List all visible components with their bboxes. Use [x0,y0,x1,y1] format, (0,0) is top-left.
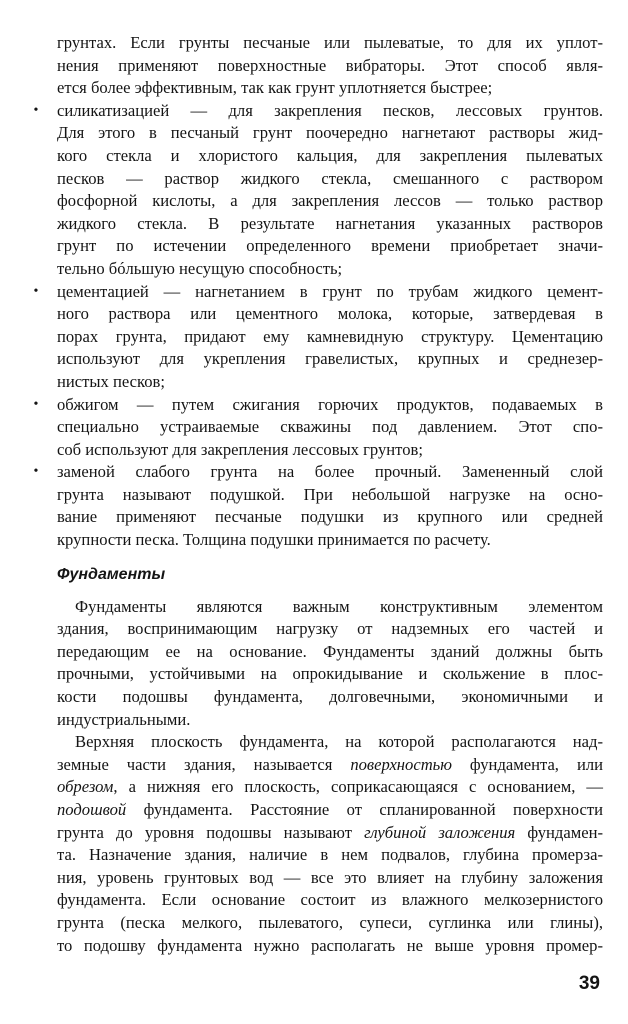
text-line: грунтах. Если грунты песчаные или пылеватые, то для их уплот- [57,33,603,52]
text-line [57,754,603,777]
text-line: индустриальными. [57,709,191,729]
text-run: земные части здания, называется [57,754,351,774]
text-line: фосфорной кислоты, а для закрепления лессов — только раствор [57,191,603,211]
text-line: нения применяют поверхностные вибраторы. Этот способ явля- [57,55,603,75]
text-line: обжигом — путем сжигания горючих продуктов, подаваемых в [57,394,603,414]
list-item [33,461,603,551]
text-line: жидкого стекла. В результате нагнетания указанных растворов [57,213,603,233]
text-line: та. Назначение здания, наличие в нем подвалов, глубина промерза- [57,845,603,865]
text-column [33,32,603,957]
paragraph [57,596,603,732]
bullet-icon: • [33,396,39,412]
text-line: силикатизацией — для закрепления песков, лессовых грунтов. [57,100,603,120]
text-line: специально устраиваемые скважины под давлением. Этот спо- [57,417,603,437]
text-line: Верхняя плоскость фундамента, на которой располагаются над- [75,732,603,752]
text-line: ния, уровень грунтовых вод — все это влияет на глубину заложения [57,867,603,887]
text-line: заменой слабого грунта на более прочный. Замененный слой [57,462,603,482]
text-line [57,799,603,822]
text-run: фундамента. Расстояние от спланированной поверхности [126,800,603,819]
text-line: передающим ее на основание. Фундаменты зданий должны быть [57,641,603,661]
text-line: ется более эффективным, так как грунт уплотняется быстрее; [57,78,493,98]
text-run: грунта до уровня подошвы называют [57,822,365,842]
text-run: фундамента, или [451,754,603,774]
paragraph [57,731,603,957]
bullet-icon: • [33,283,39,299]
text-line: цементацией — нагнетанием в грунт по трубам жидкого цемент- [57,281,603,301]
text-line [57,822,603,845]
page-number: 39 [578,973,600,994]
bullet-icon: • [33,102,39,118]
text-line: то подошву фундамента нужно располагать не выше уровня промер- [57,935,603,955]
continuation-paragraph [57,32,603,100]
list-item [33,281,603,394]
text-line: нистых песков; [57,371,165,391]
term-italic: обрезом [57,777,114,797]
list-item [33,100,603,281]
text-line: грунта называют подушкой. При небольшой нагрузке на осно- [57,484,603,504]
text-line: прочными, устойчивыми на опрокидывание и скольжение в плос- [57,664,603,684]
text-run: фундамен- [515,822,603,842]
term-italic: глубиной заложения [364,822,516,842]
text-line: Для этого в песчаный грунт поочередно нагнетают растворы жид- [57,123,603,143]
text-line: ного раствора или цементного молока, которые, затвердевая в [57,304,603,324]
term-italic: поверхностью [350,754,452,774]
text-line: кого стекла и хлористого кальция, для закрепления пылеватых [57,145,603,165]
text-line: порах грунта, придают ему камневидную структуру. Цементацию [57,326,603,346]
text-line: используют для укрепления гравелистых, крупных и среднезер- [57,349,603,369]
text-line: крупности песка. Толщина подушки принимается по расчету. [57,530,491,550]
text-line: вание применяют песчаные подушки из крупного или средней [57,507,603,527]
text-line: здания, воспринимающим нагрузку от надземных его частей и [57,619,603,639]
bullet-icon: • [33,464,39,480]
text-line: грунт по истечении определенного времени приобретает значи- [57,236,603,256]
text-line: кости подошвы фундамента, долговечными, экономичными и [57,687,603,707]
text-line: соб используют для закрепления лессовых грунтов; [57,439,423,459]
text-line: грунта (песка мелкого, пылеватого, супеси, суглинка или глины), [57,912,603,932]
list-item [33,394,603,462]
section-heading: Фундаменты [57,565,166,583]
text-line [57,776,603,799]
text-line: тельно бóльшую несущую способность; [57,258,343,278]
text-run: , а нижняя его плоскость, соприкасающаяся с основанием, — [113,777,603,797]
text-line: Фундаменты являются важным конструктивным элементом [75,596,603,616]
term-italic: подошвой [57,800,127,819]
text-line: песков — раствор жидкого стекла, смешанного с раствором [57,168,603,188]
text-line: фундамента. Если основание состоит из влажного мелкозернистого [57,890,603,910]
